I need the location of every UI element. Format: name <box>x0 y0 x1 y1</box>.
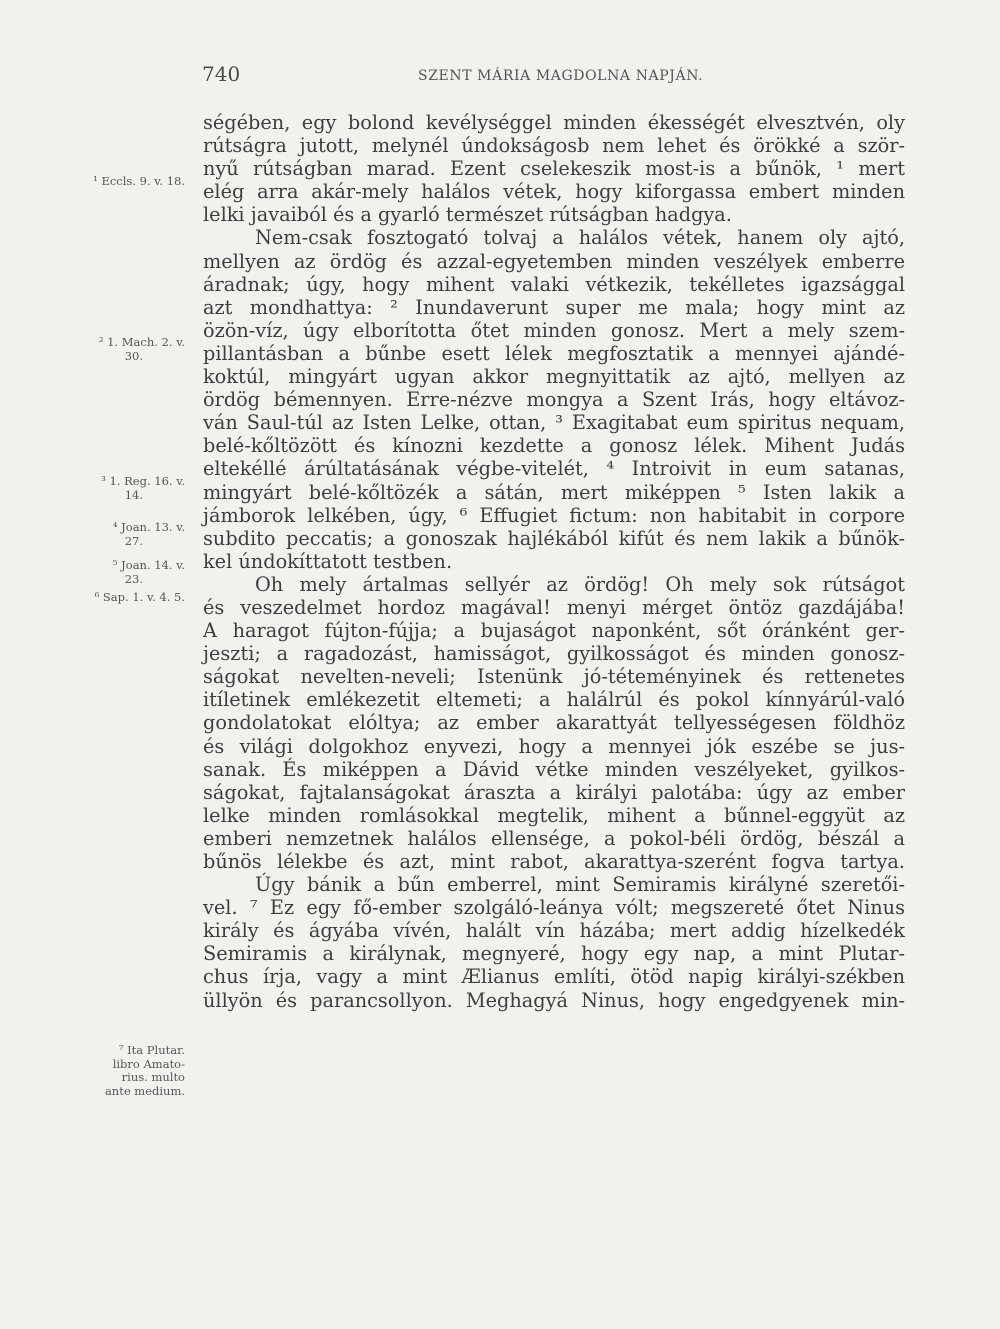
body-text <box>203 111 905 1012</box>
text-line: A haragot fújton-fújja; a bujaságot naponként, sőt óránként ger- <box>203 619 905 643</box>
margin-note-line: ³ 1. Reg. 16. v. <box>101 474 185 488</box>
text-line: ságokat nevelten-neveli; Istenünk jó-téteményinek és rettenetes <box>203 665 905 689</box>
text-line: emberi nemzetnek halálos ellensége, a pokol-béli ördög, bészál a <box>203 826 905 850</box>
text-line: itíletinek emlékezetit eltemeti; a halálrúl és pokol kínnyárúl-való <box>203 688 905 712</box>
margin-note <box>75 559 185 586</box>
text-line: király és ágyába vívén, halált vín házába; mert addig hízelkedék <box>203 919 905 943</box>
margin-note-line: ⁴ Joan. 13. v. <box>112 520 185 534</box>
margin-note <box>75 591 185 605</box>
text-line: üllyön és parancsollyon. Meghagyá Ninus, hogy engedgyenek min- <box>203 988 905 1012</box>
text-line: ván Saul-túl az Isten Lelke, ottan, ³ Exagitabat eum spiritus nequam, <box>203 411 905 435</box>
text-line: Semiramis a királynak, megnyeré, hogy egy nap, a mint Plutar- <box>203 942 905 966</box>
margin-note <box>75 175 185 189</box>
text-line: ördög bémennyen. Erre-nézve mongya a Szent Irás, hogy eltávoz- <box>203 388 905 412</box>
text-line: vel. ⁷ Ez egy fő-ember szolgáló-leánya vólt; megszereté őtet Ninus <box>203 896 905 920</box>
margin-note-line: 30. <box>124 348 143 363</box>
margin-note-line: 23. <box>124 571 143 586</box>
text-line: koktúl, mingyárt ugyan akkor megnyittatik az ajtó, mellyen az <box>203 365 905 389</box>
text-line: jámborok lelkében, úgy, ⁶ Effugiet fictum: non habitabit in corpore <box>203 503 905 527</box>
margin-note <box>75 521 185 548</box>
text-line: Nem-csak fosztogató tolvaj a halálos vétek, hanem oly ajtó, <box>255 226 905 250</box>
text-line: Úgy bánik a bűn emberrel, mint Semiramis királyné szeretői- <box>255 873 905 897</box>
text-line: Oh mely ártalmas sellyér az ördög! Oh mely sok rútságot <box>255 572 905 596</box>
margin-note-line: libro Amato- <box>112 1056 185 1071</box>
margin-note <box>75 336 185 363</box>
page-header <box>0 62 1000 90</box>
running-title: SZENT MÁRIA MAGDOLNA NAPJÁN. <box>418 68 704 84</box>
text-line: chus írja, vagy a mint Ælianus említi, ötöd napig királyi-székben <box>203 965 905 989</box>
text-line: lelki javaiból és a gyarló természet rútságban hadgya. <box>203 203 732 227</box>
text-line: elég arra akár-mely halálos vétek, hogy kiforgassa embert minden <box>203 180 905 204</box>
margin-note-line: ⁶ Sap. 1. v. 4. 5. <box>94 590 185 604</box>
text-line: bűnös lélekbe és azt, mint rabot, akarattya-szerént fogva tartya. <box>203 850 905 873</box>
text-line: mellyen az ördög és azzal-egyetemben minden veszélyek emberre <box>203 249 905 273</box>
margin-note <box>75 1044 185 1098</box>
text-line: nyű rútságban marad. Ezent cselekeszik most-is a bűnök, ¹ mert <box>203 157 905 181</box>
text-line: özön-víz, úgy elborította őtet minden gonosz. Mert a mely szem- <box>203 318 905 342</box>
text-line: ségében, egy bolond kevélységgel minden ékességét elvesztvén, oly <box>203 111 905 134</box>
margin-note-line: 27. <box>124 533 143 548</box>
text-line: azt mondhattya: ² Inundaverunt super me mala; hogy mint az <box>203 295 905 319</box>
text-line: sanak. És miképpen a Dávid vétke minden veszélyeket, gyilkos- <box>203 757 905 781</box>
text-line: belé-kőltözött és kínozni kezdette a gonosz lélek. Mihent Judás <box>203 434 905 458</box>
text-line: ságokat, fajtalanságokat áraszta a királyi palotába: úgy az ember <box>203 780 905 804</box>
margin-note-line: ante medium. <box>104 1083 185 1098</box>
margin-note-line: ⁵ Joan. 14. v. <box>112 558 185 572</box>
margin-note-line: ² 1. Mach. 2. v. <box>98 335 185 349</box>
text-line: áradnak; úgy, hogy mihent valaki vétkezik, tekélletes igazsággal <box>203 272 905 296</box>
text-line: gondolatokat elóltya; az ember akarattyát tellyességesen földhöz <box>203 711 905 735</box>
text-line: jeszti; a ragadozást, hamisságot, gyilkosságot és minden gonosz- <box>203 642 905 666</box>
margin-note-line: ¹ Eccls. 9. v. 18. <box>93 174 185 188</box>
text-line: mingyárt belé-kőltözék a sátán, mert miképpen ⁵ Isten lakik a <box>203 480 905 504</box>
text-line: lelke minden romlásokkal megtelik, mihent a bűnnel-eggyüt az <box>203 803 905 827</box>
margin-note <box>75 475 185 502</box>
text-line: kel úndokíttatott testben. <box>203 549 453 573</box>
text-line: rútságra jutott, melynél úndokságosb nem lehet és örökké a ször- <box>203 134 905 158</box>
text-line: pillantásban a bűnbe esett lélek megfosztatik a mennyei ajándé- <box>203 341 905 365</box>
text-line: subdito peccatis; a gonoszak hajlékából kifút és nem lakik a bűnök- <box>203 526 905 550</box>
margin-note-line: rius. multo <box>121 1070 185 1084</box>
text-line: és veszedelmet hordoz magával! menyi mérget öntöz gazdájába! <box>203 595 905 619</box>
page-number: 740 <box>202 62 241 86</box>
margin-note-line: 14. <box>124 487 143 502</box>
text-line: és világi dolgokhoz enyvezi, hogy a mennyei jók eszébe se jus- <box>203 734 905 758</box>
margin-note-line: ⁷ Ita Plutar. <box>118 1043 185 1057</box>
text-line: eltekéllé árúltatásának végbe-vitelét, ⁴ Introivit in eum satanas, <box>203 457 905 481</box>
